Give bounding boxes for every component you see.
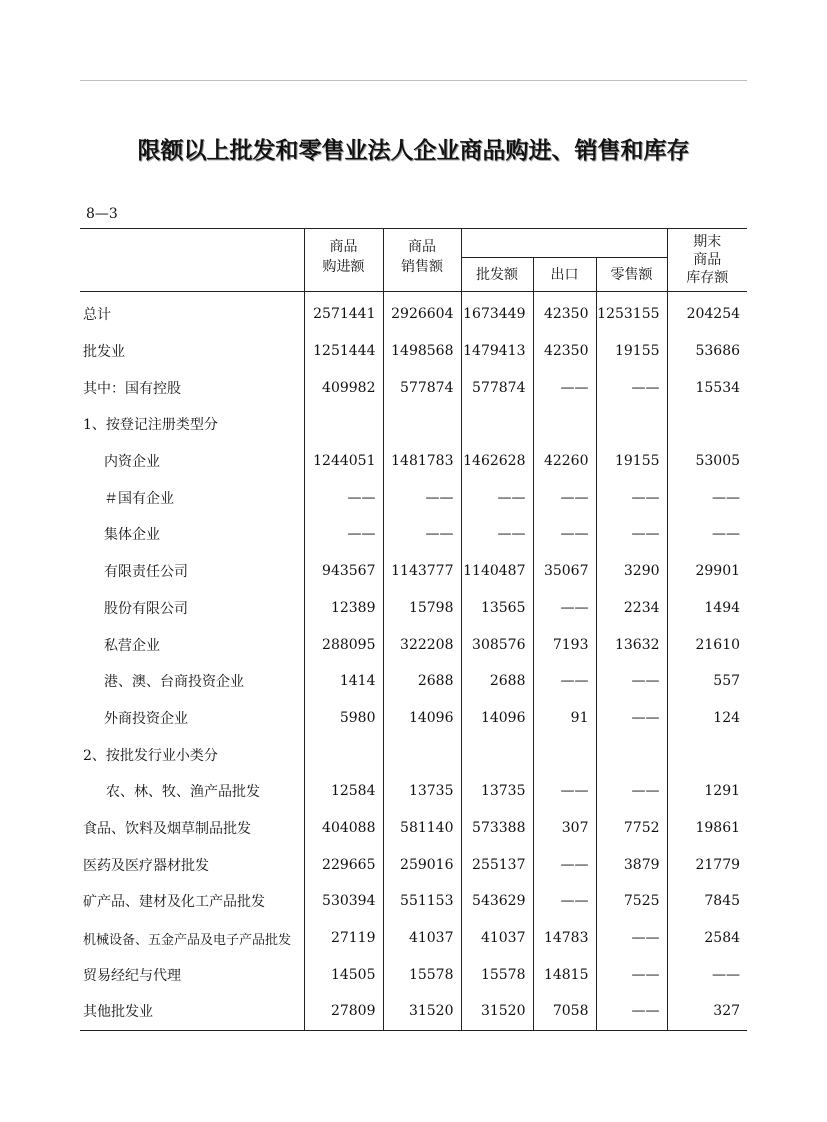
cell-export: 42350 xyxy=(533,292,596,333)
cell-sales xyxy=(383,406,461,443)
cell-export xyxy=(533,736,596,773)
cell-export: 14815 xyxy=(533,956,596,993)
cell-purchase: 288095 xyxy=(304,626,383,663)
row-label: 内资企业 xyxy=(104,454,160,471)
cell-inventory xyxy=(667,736,747,773)
cell-wholesale: 573388 xyxy=(461,810,533,847)
cell-export: 7193 xyxy=(533,626,596,663)
cell-purchase: 409982 xyxy=(304,369,383,406)
cell-retail xyxy=(596,406,667,443)
cell-inventory: 29901 xyxy=(667,553,747,590)
cell-export: 14783 xyxy=(533,920,596,957)
table-row xyxy=(80,993,747,1030)
header-sales: 商品 销售额 xyxy=(383,229,461,292)
table-body xyxy=(80,292,747,1031)
cell-purchase: 2571441 xyxy=(304,292,383,333)
row-label: 其他批发业 xyxy=(83,1004,153,1021)
cell-purchase: 1251444 xyxy=(304,333,383,370)
table-row xyxy=(80,333,747,370)
table-row xyxy=(80,292,747,333)
cell-wholesale: 31520 xyxy=(461,993,533,1030)
cell-purchase: 530394 xyxy=(304,883,383,920)
table-row xyxy=(80,846,747,883)
cell-export: —— xyxy=(533,663,596,700)
cell-wholesale xyxy=(461,736,533,773)
cell-inventory: 2584 xyxy=(667,920,747,957)
cell-export: 91 xyxy=(533,700,596,737)
cell-retail: —— xyxy=(596,956,667,993)
cell-wholesale: 1479413 xyxy=(461,333,533,370)
header-inventory: 期末 商品 库存额 xyxy=(667,229,747,292)
cell-wholesale: 577874 xyxy=(461,369,533,406)
cell-retail: 3879 xyxy=(596,846,667,883)
cell-retail: 19155 xyxy=(596,333,667,370)
table-row xyxy=(80,406,747,443)
table-row xyxy=(80,700,747,737)
cell-purchase: 12389 xyxy=(304,590,383,627)
cell-export: —— xyxy=(533,846,596,883)
cell-sales: 13735 xyxy=(383,773,461,810)
cell-sales: 1498568 xyxy=(383,333,461,370)
table-row xyxy=(80,369,747,406)
cell-wholesale: 543629 xyxy=(461,883,533,920)
cell-wholesale: 13565 xyxy=(461,590,533,627)
cell-inventory: 53686 xyxy=(667,333,747,370)
cell-wholesale: 1140487 xyxy=(461,553,533,590)
cell-export: 307 xyxy=(533,810,596,847)
cell-sales: 1143777 xyxy=(383,553,461,590)
cell-purchase: 12584 xyxy=(304,773,383,810)
cell-inventory xyxy=(667,406,747,443)
cell-retail xyxy=(596,736,667,773)
cell-inventory: 21610 xyxy=(667,626,747,663)
cell-export: 42260 xyxy=(533,443,596,480)
cell-wholesale: 1673449 xyxy=(461,292,533,333)
header-export: 出口 xyxy=(533,258,596,292)
cell-retail: —— xyxy=(596,663,667,700)
cell-retail: —— xyxy=(596,920,667,957)
cell-purchase: 27809 xyxy=(304,993,383,1030)
cell-inventory: 15534 xyxy=(667,369,747,406)
cell-sales: —— xyxy=(383,516,461,553)
table-code: 8—3 xyxy=(86,206,118,222)
row-label: 外商投资企业 xyxy=(104,710,188,727)
cell-sales: 31520 xyxy=(383,993,461,1030)
cell-purchase xyxy=(304,736,383,773)
cell-wholesale: 255137 xyxy=(461,846,533,883)
cell-purchase: 404088 xyxy=(304,810,383,847)
header-sales-group xyxy=(461,229,667,258)
cell-inventory: 7845 xyxy=(667,883,747,920)
cell-inventory: 19861 xyxy=(667,810,747,847)
cell-export: —— xyxy=(533,369,596,406)
cell-inventory: 557 xyxy=(667,663,747,700)
table-row xyxy=(80,479,747,516)
header-item-blank xyxy=(80,229,304,292)
table-row xyxy=(80,443,747,480)
cell-inventory: 204254 xyxy=(667,292,747,333)
row-label: ＃国有企业 xyxy=(104,490,174,507)
row-label: 贸易经纪与代理 xyxy=(83,967,181,984)
cell-sales: 41037 xyxy=(383,920,461,957)
cell-wholesale: 2688 xyxy=(461,663,533,700)
cell-export: 35067 xyxy=(533,553,596,590)
cell-purchase: 229665 xyxy=(304,846,383,883)
table-row xyxy=(80,663,747,700)
cell-inventory: —— xyxy=(667,516,747,553)
cell-retail: —— xyxy=(596,369,667,406)
table-row xyxy=(80,810,747,847)
table-row xyxy=(80,553,747,590)
row-label: 机械设备、五金产品及电子产品批发 xyxy=(83,932,292,948)
cell-wholesale: 308576 xyxy=(461,626,533,663)
cell-export: —— xyxy=(533,883,596,920)
row-label: 农、林、牧、渔产品批发 xyxy=(106,784,260,801)
cell-retail: —— xyxy=(596,700,667,737)
row-label: 总计 xyxy=(83,307,111,324)
statistics-table xyxy=(80,228,747,1031)
cell-sales: 581140 xyxy=(383,810,461,847)
table-row xyxy=(80,773,747,810)
row-label: 食品、饮料及烟草制品批发 xyxy=(83,820,251,837)
row-label: 有限责任公司 xyxy=(104,564,188,581)
row-label: 矿产品、建材及化工产品批发 xyxy=(83,894,265,911)
row-label: 私营企业 xyxy=(104,637,160,654)
page-title: 限额以上批发和零售业法人企业商品购进、销售和库存 xyxy=(137,137,690,164)
table-row xyxy=(80,920,747,957)
cell-sales: 2926604 xyxy=(383,292,461,333)
cell-purchase: 943567 xyxy=(304,553,383,590)
cell-purchase: 27119 xyxy=(304,920,383,957)
cell-inventory: 1291 xyxy=(667,773,747,810)
cell-sales: 259016 xyxy=(383,846,461,883)
cell-export: —— xyxy=(533,516,596,553)
cell-retail: 2234 xyxy=(596,590,667,627)
cell-wholesale: 13735 xyxy=(461,773,533,810)
cell-retail: —— xyxy=(596,479,667,516)
cell-retail: 3290 xyxy=(596,553,667,590)
table-row xyxy=(80,956,747,993)
row-label: 其中：国有控股 xyxy=(83,380,181,397)
cell-purchase xyxy=(304,406,383,443)
row-label: 集体企业 xyxy=(104,527,160,544)
cell-retail: 7752 xyxy=(596,810,667,847)
header-purchase: 商品 购进额 xyxy=(304,229,383,292)
cell-inventory: 21779 xyxy=(667,846,747,883)
cell-wholesale xyxy=(461,406,533,443)
cell-purchase: 1414 xyxy=(304,663,383,700)
cell-retail: —— xyxy=(596,516,667,553)
cell-retail: 1253155 xyxy=(596,292,667,333)
cell-export: 7058 xyxy=(533,993,596,1030)
cell-wholesale: 41037 xyxy=(461,920,533,957)
cell-sales: 2688 xyxy=(383,663,461,700)
cell-export: 42350 xyxy=(533,333,596,370)
table-row xyxy=(80,883,747,920)
header-retail: 零售额 xyxy=(596,258,667,292)
cell-wholesale: —— xyxy=(461,479,533,516)
cell-purchase: 1244051 xyxy=(304,443,383,480)
cell-export: —— xyxy=(533,479,596,516)
row-label: 医药及医疗器材批发 xyxy=(83,857,209,874)
cell-sales: 551153 xyxy=(383,883,461,920)
cell-export xyxy=(533,406,596,443)
cell-export: —— xyxy=(533,773,596,810)
cell-retail: —— xyxy=(596,773,667,810)
row-label: 批发业 xyxy=(83,344,125,361)
cell-inventory: 327 xyxy=(667,993,747,1030)
cell-sales: —— xyxy=(383,479,461,516)
cell-purchase: 14505 xyxy=(304,956,383,993)
cell-wholesale: 14096 xyxy=(461,700,533,737)
cell-inventory: 124 xyxy=(667,700,747,737)
header-wholesale: 批发额 xyxy=(461,258,533,292)
cell-export: —— xyxy=(533,590,596,627)
cell-wholesale: 1462628 xyxy=(461,443,533,480)
row-label: 港、澳、台商投资企业 xyxy=(104,674,244,691)
cell-purchase: —— xyxy=(304,516,383,553)
cell-sales: 322208 xyxy=(383,626,461,663)
cell-wholesale: 15578 xyxy=(461,956,533,993)
cell-inventory: 1494 xyxy=(667,590,747,627)
cell-sales: 15578 xyxy=(383,956,461,993)
cell-sales xyxy=(383,736,461,773)
cell-retail: —— xyxy=(596,993,667,1030)
cell-sales: 15798 xyxy=(383,590,461,627)
cell-purchase: 5980 xyxy=(304,700,383,737)
cell-retail: 19155 xyxy=(596,443,667,480)
row-label: 2、按批发行业小类分 xyxy=(83,747,218,764)
cell-retail: 13632 xyxy=(596,626,667,663)
top-rule xyxy=(80,80,747,81)
table-row xyxy=(80,626,747,663)
row-label: 股份有限公司 xyxy=(104,600,188,617)
cell-sales: 1481783 xyxy=(383,443,461,480)
row-label: 1、按登记注册类型分 xyxy=(83,417,218,434)
cell-sales: 14096 xyxy=(383,700,461,737)
cell-inventory: 53005 xyxy=(667,443,747,480)
cell-inventory: —— xyxy=(667,956,747,993)
cell-retail: 7525 xyxy=(596,883,667,920)
cell-purchase: —— xyxy=(304,479,383,516)
cell-inventory: —— xyxy=(667,479,747,516)
cell-sales: 577874 xyxy=(383,369,461,406)
table-row xyxy=(80,516,747,553)
cell-wholesale: —— xyxy=(461,516,533,553)
table-row xyxy=(80,736,747,773)
table-row xyxy=(80,590,747,627)
